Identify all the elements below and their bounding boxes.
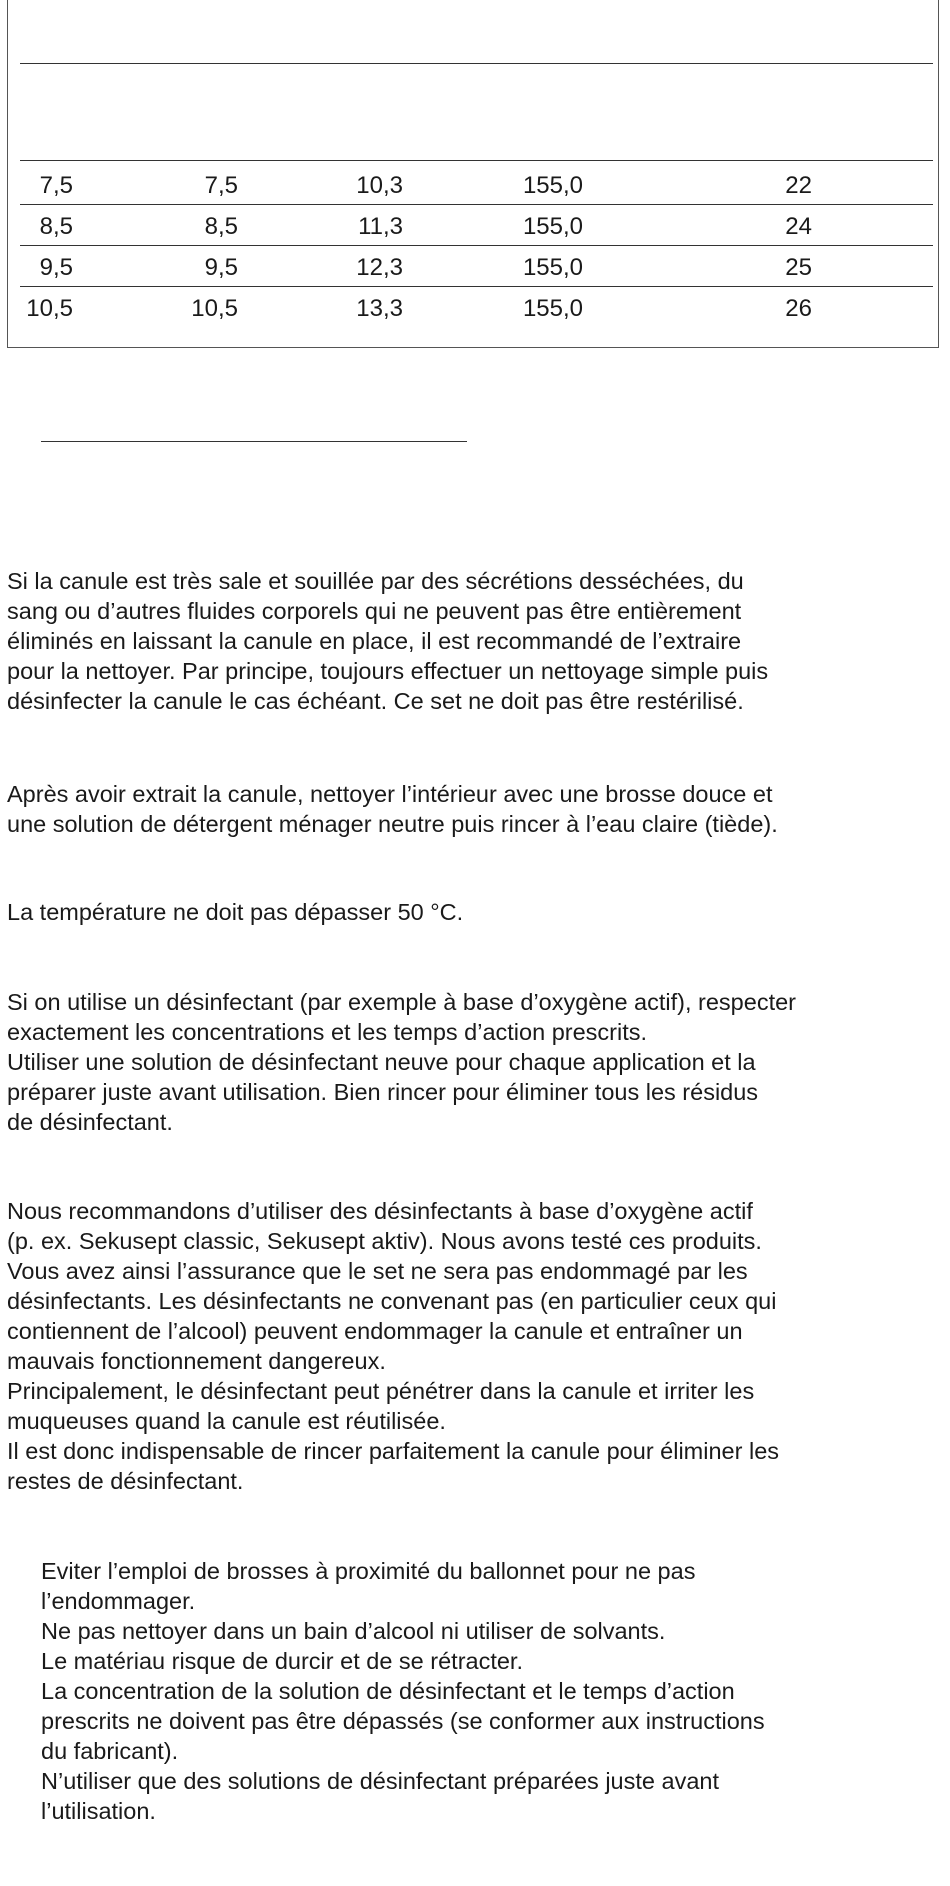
text-line: préparer juste avant utilisation. Bien rincer pour éliminer tous les résidus: [7, 1079, 759, 1105]
caution-notes: [41, 1556, 941, 1826]
section-rule: [41, 441, 467, 442]
text-line: N’utiliser que des solutions de désinfectant préparées juste avant: [41, 1768, 719, 1794]
table-cell: 7,5: [39, 172, 73, 199]
text-line: du fabricant).: [41, 1738, 179, 1764]
table-cell: 12,3: [356, 254, 403, 281]
text-line: Vous avez ainsi l’assurance que le set ne sera pas endommagé par les: [7, 1258, 748, 1284]
table-cell: 155,0: [522, 295, 583, 322]
table-row-divider: [20, 204, 933, 205]
table-cell: 13,3: [356, 295, 403, 322]
text-line: désinfecter la canule le cas échéant. Ce set ne doit pas être restérilisé.: [7, 688, 744, 714]
text-line: muqueuses quand la canule est réutilisée.: [7, 1408, 446, 1434]
table-cell: 10,5: [191, 295, 238, 322]
table-cell: 8,5: [204, 213, 238, 240]
table-header-rule-1: [20, 63, 933, 64]
text-line: Le matériau risque de durcir et de se rétracter.: [41, 1648, 523, 1674]
text-line: désinfectants. Les désinfectants ne convenant pas (en particulier ceux qui: [7, 1288, 777, 1314]
text-line: contiennent de l’alcool) peuvent endommager la canule et entraîner un: [7, 1318, 743, 1344]
text-line: de désinfectant.: [7, 1109, 173, 1135]
text-line: Si la canule est très sale et souillée par des sécrétions desséchées, du: [7, 568, 744, 594]
paragraph-recommended-disinfectants: [7, 1196, 942, 1496]
text-line: Eviter l’emploi de brosses à proximité du ballonnet pour ne pas: [41, 1558, 696, 1584]
text-line: mauvais fonctionnement dangereux.: [7, 1348, 386, 1374]
text-line: Il est donc indispensable de rincer parfaitement la canule pour éliminer les: [7, 1438, 780, 1464]
table-cell: 9,5: [204, 254, 238, 281]
table-header-rule-2: [20, 160, 933, 161]
text-line: (p. ex. Sekusept classic, Sekusept aktiv). Nous avons testé ces produits.: [7, 1228, 762, 1254]
text-line: La température ne doit pas dépasser 50 °C.: [7, 899, 464, 925]
table-cell: 155,0: [522, 172, 583, 199]
text-line: exactement les concentrations et les temps d’action prescrits.: [7, 1019, 648, 1045]
paragraph-brush-cleaning: [7, 779, 942, 839]
text-line: sang ou d’autres fluides corporels qui ne peuvent pas être entièrement: [7, 598, 742, 624]
table-cell: 9,5: [39, 254, 73, 281]
table-cell: 25: [785, 254, 812, 281]
table-cell: 26: [785, 295, 812, 322]
table-cell: 11,3: [358, 213, 403, 240]
text-line: une solution de détergent ménager neutre puis rincer à l’eau claire (tiède).: [7, 811, 778, 837]
paragraph-cleaning-intro: [7, 566, 942, 716]
table-cell: 24: [785, 213, 812, 240]
text-line: pour la nettoyer. Par principe, toujours effectuer un nettoyage simple puis: [7, 658, 769, 684]
text-line: restes de désinfectant.: [7, 1468, 244, 1494]
table-cell: 7,5: [204, 172, 238, 199]
text-line: prescrits ne doivent pas être dépassés (se conformer aux instructions: [41, 1708, 765, 1734]
table-cell: 155,0: [522, 254, 583, 281]
table-row-divider: [20, 286, 933, 287]
text-line: Nous recommandons d’utiliser des désinfectants à base d’oxygène actif: [7, 1198, 753, 1224]
paragraph-temperature: [7, 897, 942, 927]
text-line: Principalement, le désinfectant peut pénétrer dans la canule et irriter les: [7, 1378, 755, 1404]
text-line: Ne pas nettoyer dans un bain d’alcool ni utiliser de solvants.: [41, 1618, 666, 1644]
table-cell: 8,5: [39, 213, 73, 240]
paragraph-disinfectant-use: [7, 987, 942, 1137]
text-line: l’utilisation.: [41, 1798, 156, 1824]
table-cell: 10,3: [356, 172, 403, 199]
table-cell: 22: [785, 172, 812, 199]
text-line: La concentration de la solution de désinfectant et le temps d’action: [41, 1678, 735, 1704]
table-cell: 10,5: [26, 295, 73, 322]
table-row-divider: [20, 245, 933, 246]
text-line: éliminés en laissant la canule en place, il est recommandé de l’extraire: [7, 628, 742, 654]
text-line: l’endommager.: [41, 1588, 196, 1614]
text-line: Utiliser une solution de désinfectant neuve pour chaque application et la: [7, 1049, 756, 1075]
table-cell: 155,0: [522, 213, 583, 240]
text-line: Si on utilise un désinfectant (par exemple à base d’oxygène actif), respecter: [7, 989, 796, 1015]
text-line: Après avoir extrait la canule, nettoyer l’intérieur avec une brosse douce et: [7, 781, 773, 807]
